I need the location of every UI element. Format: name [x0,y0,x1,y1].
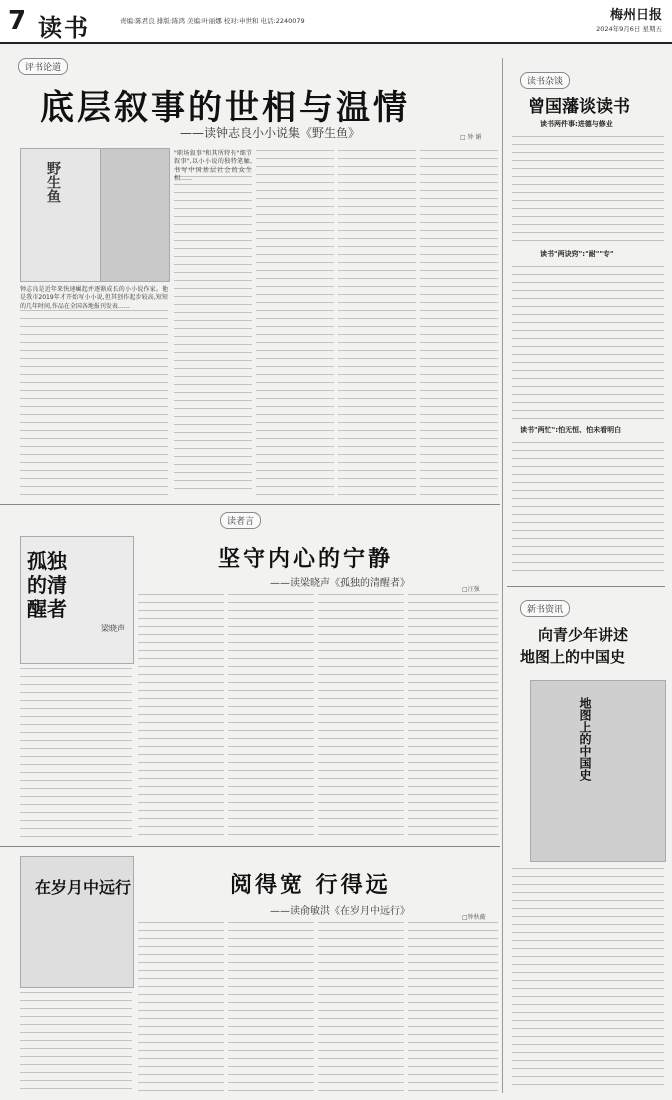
article1-subtitle: ——读钟志良小小说集《野生鱼》 [180,126,361,140]
issue-date: 2024年9月6日 星期五 [596,25,662,33]
sidebar1-kicker: 读书杂谈 [520,72,570,89]
page-header [0,0,672,44]
sidebar2-title-line2: 地图上的中国史 [520,648,626,666]
sidebar1-subhead: 读书两件事:进德与修业 [540,120,613,128]
article1-kicker: 评书论道 [18,58,68,75]
article2-col4 [408,594,498,838]
sidebar2-para [512,868,664,1092]
article3-subtitle: ——读俞敏洪《在岁月中远行》 [270,906,410,917]
article2-col0 [20,668,132,838]
article3-title: 阅得宽 行得远 [230,872,391,898]
article2-book-author: 梁晓声 [101,624,125,633]
article3-col2 [228,922,314,1092]
article2-title: 坚守内心的宁静 [218,546,394,572]
article1-book-cover: 野生鱼 [20,148,102,282]
article3-col0 [20,992,132,1092]
sidebar2-kicker: 新书资讯 [520,600,570,617]
sidebar1-para1 [512,136,664,246]
article1-caption-text: 钟志良是近年来快速崛起并逐渐成长的小小说作家。他是我市2019年才开始写小小说,但其创作起步较高,短短的几年时间,作品在全国各地报刊发表…… [20,286,168,310]
sidebar2-book-title: 地图上的中国史 [578,697,592,781]
column-divider [502,58,503,1093]
sidebar2-title-line1: 向青少年讲述 [538,626,629,644]
article1-col1 [174,168,252,496]
article1-author: □ 钟 媚 [460,134,482,141]
separator-1 [0,504,500,505]
article3-book-cover [20,856,134,988]
article2-subtitle: ——读梁晓声《孤独的清醒者》 [270,578,410,589]
article1-col2 [256,150,334,496]
article2-author: □汪强 [462,586,480,593]
sidebar1-subhead2: 读书"两诀窍":"耐""专" [540,250,614,258]
section-title: 读书 [38,14,90,42]
editor-meta: 责编:陈君良 排版:陈鸿 美编:叶丽娜 校对:申世和 电话:2240079 [120,17,305,25]
article3-book-title: 在岁月中远行 [35,878,132,897]
article2-book-cover [20,536,134,664]
article1-col4 [420,150,498,496]
sidebar1-para3 [512,442,664,574]
article2-col3 [318,594,404,838]
article2-col1 [138,594,224,838]
separator-2 [0,846,500,847]
sidebar1-subhead3: 读书"两忙":怕无恒、怕未看明白 [520,426,622,434]
article2-book-title: 孤独的清醒者 [27,549,67,621]
article1-body-text: "职场叙事"和其所特有"细节叙事",以小小说的独特笔触,书写中国基层社会的众生相…… [174,150,252,182]
article1-caption-lines [20,310,168,496]
article1-col3 [338,150,416,496]
page-number: 7 [8,6,27,36]
newspaper-name: 梅州日报 [609,8,662,23]
article1-title: 底层叙事的世相与温情 [40,88,410,128]
sidebar2-book-image [530,680,666,862]
article3-author: □钟秋蘅 [462,914,486,921]
article1-author-photo [100,148,170,282]
article2-col2 [228,594,314,838]
article3-col3 [318,922,404,1092]
article2-kicker: 读者言 [220,512,261,529]
separator-side [507,586,665,587]
article3-col4 [408,922,498,1092]
article3-col1 [138,922,224,1092]
sidebar1-title: 曾国藩谈读书 [528,97,630,117]
sidebar1-para2 [512,266,664,422]
